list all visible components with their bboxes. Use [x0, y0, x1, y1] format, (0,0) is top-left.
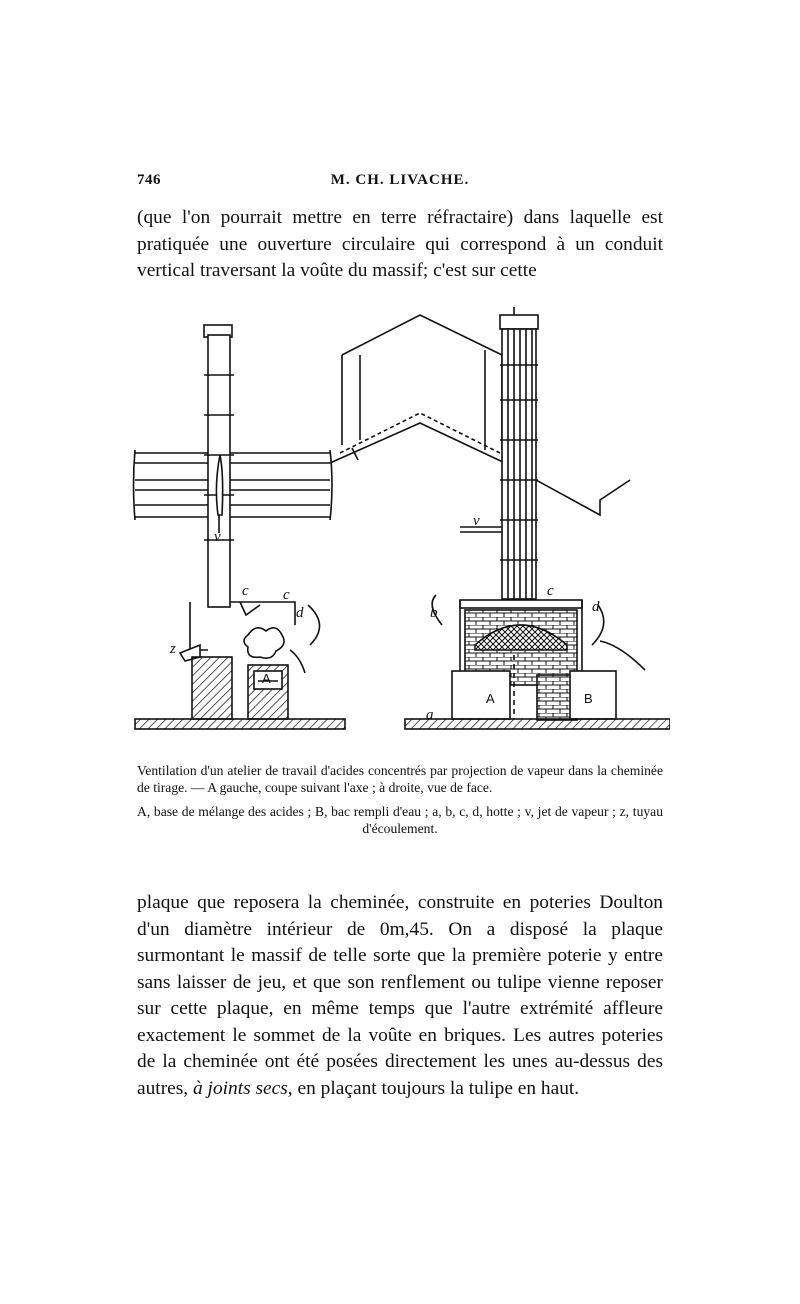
label-d-right: d [592, 599, 600, 615]
figure-chimney-ventilation [130, 305, 670, 750]
label-v-left: v [214, 529, 221, 545]
page-number: 746 [137, 172, 161, 188]
label-z: z [170, 641, 176, 657]
label-A-right: A [486, 691, 495, 706]
figure-caption [137, 762, 663, 837]
label-A-left: A [262, 671, 271, 686]
caption-legend: A, base de mélange des acides ; B, bac rempli d'eau ; a, b, c, d, hotte ; v, jet de vapeur ; z, tuyau d'écoulement. [137, 804, 663, 836]
label-c-left-1: c [242, 583, 249, 599]
paragraph-bottom-italic: à joints secs, [193, 1077, 293, 1099]
right-front-view [330, 307, 670, 729]
label-B: B [584, 691, 593, 706]
figure-drawing [130, 305, 670, 750]
running-title: M. CH. LIVACHE. [330, 172, 470, 188]
caption-description: Ventilation d'un atelier de travail d'acides concentrés par projection de vapeur dans la cheminée de tirage. — A gauche, coupe suivant l'axe ; à droite, vue de face. [137, 763, 663, 795]
label-c-left-2: c [283, 587, 290, 603]
paragraph-bottom [137, 890, 663, 1102]
paragraph-top: (que l'on pourrait mettre en terre réfractaire) dans laquelle est pratiquée une ouverture circulaire qui correspond à un conduit vertical traversant la voûte du massif; c'est sur cette [137, 207, 663, 281]
label-v-right: v [473, 513, 480, 529]
left-section-view [134, 325, 346, 729]
page-header [137, 172, 663, 196]
paragraph-bottom-text-1: plaque que reposera la cheminée, construite en poteries Doulton d'un diamètre intérieur de 0m,45. On a disposé la plaque surmontant le massif de telle sorte que la première poterie y entre sans laisser de jeu, et que son renflement ou tulipe vienne reposer sur cette plaque, en même temps que l'autre extrémité affleure exactement le sommet de la voûte en briques. Les autres poteries de la cheminée ont été posées directement les unes au-dessus des autres, [137, 892, 663, 1099]
label-d-left: d [296, 605, 304, 621]
label-c-right: c [547, 583, 554, 599]
label-a: a [426, 707, 434, 723]
paragraph-bottom-text-2: en plaçant toujours la tulipe en haut. [297, 1077, 580, 1099]
label-b: b [430, 605, 438, 621]
